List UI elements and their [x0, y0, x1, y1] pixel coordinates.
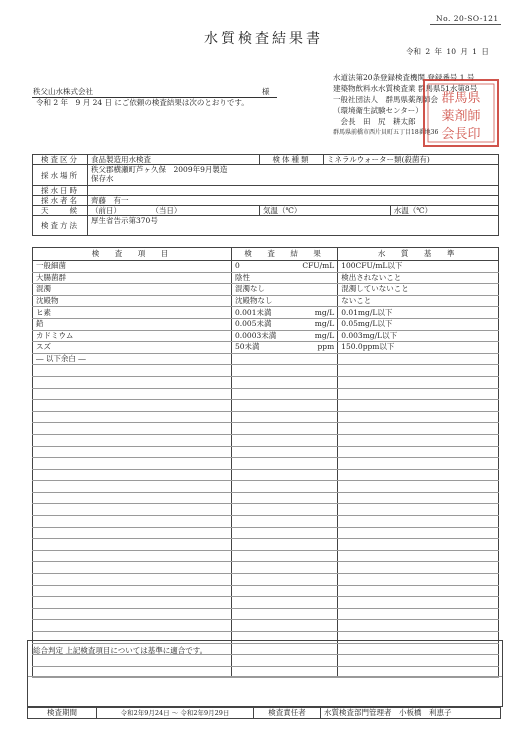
seal-text-1: 群馬県 — [441, 91, 481, 106]
result-unit: CFU/mL — [302, 261, 335, 271]
test-result — [232, 400, 338, 412]
test-standard — [338, 574, 499, 586]
manager-name: 水質検査部門管理者 小板橋 利恵子 — [321, 708, 501, 719]
test-standard: 検出されないこと — [338, 272, 499, 284]
intro-text: 令和 2 年 9 月 24 日 にご依頼の検査結果は次のとおりです。 — [36, 98, 249, 107]
test-item — [33, 608, 232, 620]
weather-today: （当日） — [151, 206, 182, 215]
table-row — [33, 469, 499, 481]
test-item — [33, 574, 232, 586]
test-item — [33, 585, 232, 597]
test-item: スズ — [33, 342, 232, 354]
test-result — [232, 411, 338, 423]
table-row — [33, 295, 499, 307]
table-row — [33, 411, 499, 423]
issuer-line-5: 会長 田 尻 耕太郎 — [333, 117, 416, 126]
test-item — [33, 446, 232, 458]
test-item — [33, 423, 232, 435]
test-standard — [338, 423, 499, 435]
datetime-value — [88, 186, 499, 196]
test-item — [33, 388, 232, 400]
result-unit: mg/L — [314, 319, 335, 329]
test-standard: 混濁していないこと — [338, 284, 499, 296]
table-row — [33, 330, 499, 342]
test-standard — [338, 562, 499, 574]
method-value: 厚生省告示第370号 — [88, 216, 499, 236]
table-row — [33, 550, 499, 562]
footer-table — [27, 707, 501, 719]
document-title: 水質検査結果書 — [204, 31, 323, 47]
test-item — [33, 539, 232, 551]
issuer-line-2: 建築物飲料水水質検査業 群馬県51水第8号 — [333, 84, 478, 93]
test-result — [232, 574, 338, 586]
test-standard: 100CFU/mL以下 — [338, 261, 499, 273]
test-standard — [338, 434, 499, 446]
table-row — [33, 423, 499, 435]
table-row — [33, 365, 499, 377]
weather-label: 天 候 — [33, 206, 88, 216]
test-standard — [338, 376, 499, 388]
category-value: 食品製造用水検査 — [88, 155, 260, 165]
test-result — [232, 434, 338, 446]
test-result — [232, 481, 338, 493]
test-result — [232, 562, 338, 574]
test-result — [232, 342, 338, 354]
result-value: 50未満 — [235, 342, 260, 352]
test-item — [33, 516, 232, 528]
table-row — [33, 353, 499, 365]
table-row — [33, 434, 499, 446]
table-row — [33, 307, 499, 319]
method-label: 検査方法 — [33, 216, 88, 236]
test-standard: 0.01mg/L以下 — [338, 307, 499, 319]
test-standard — [338, 620, 499, 632]
test-result — [232, 492, 338, 504]
test-result — [232, 295, 338, 307]
test-result — [232, 458, 338, 470]
test-result — [232, 365, 338, 377]
result-value: 0.001未満 — [235, 307, 272, 317]
test-result — [232, 388, 338, 400]
test-standard — [338, 365, 499, 377]
test-standard — [338, 597, 499, 609]
table-row — [33, 608, 499, 620]
table-row — [33, 620, 499, 632]
table-row — [33, 539, 499, 551]
water-temp: 水温（℃） — [390, 206, 498, 216]
document-number: No. 20-SO-121 — [430, 14, 501, 25]
test-result — [232, 516, 338, 528]
category-label: 検査区分 — [33, 155, 88, 165]
result-value: 沈殿物なし — [235, 296, 273, 306]
table-row — [33, 504, 499, 516]
test-item: 鉛 — [33, 318, 232, 330]
specimen-type-value: ミネラルウォーター類(殺菌有) — [324, 155, 499, 165]
test-standard — [338, 481, 499, 493]
test-standard — [338, 458, 499, 470]
test-item — [33, 376, 232, 388]
test-item — [33, 434, 232, 446]
test-standard: ないこと — [338, 295, 499, 307]
table-row — [33, 388, 499, 400]
test-standard: 0.003mg/L以下 — [338, 330, 499, 342]
result-value: 0.0003未満 — [235, 330, 277, 340]
test-standard — [338, 353, 499, 365]
test-result — [232, 423, 338, 435]
table-row — [33, 272, 499, 284]
test-standard — [338, 504, 499, 516]
test-standard — [338, 550, 499, 562]
datetime-label: 採水日時 — [33, 186, 88, 196]
table-row — [33, 597, 499, 609]
table-row — [33, 585, 499, 597]
test-result — [232, 446, 338, 458]
test-item: ヒ素 — [33, 307, 232, 319]
summary-row — [28, 641, 502, 677]
result-value: 0.005未満 — [235, 319, 272, 329]
test-standard — [338, 539, 499, 551]
table-row — [33, 342, 499, 354]
issuer-address: 群馬県前橋市西片貝町五丁目18番地36 — [333, 129, 439, 136]
test-standard — [338, 608, 499, 620]
header-result: 検 査 結 果 — [232, 248, 338, 261]
test-result — [232, 353, 338, 365]
test-result — [232, 539, 338, 551]
responsible-label: 検査責任者 — [254, 708, 321, 719]
test-result — [232, 620, 338, 632]
test-item: カドミウム — [33, 330, 232, 342]
table-row — [33, 481, 499, 493]
sampler-label: 採水者名 — [33, 196, 88, 206]
test-item — [33, 562, 232, 574]
place-label: 採水場所 — [33, 165, 88, 186]
test-result — [232, 597, 338, 609]
table-row — [33, 562, 499, 574]
place-cell — [88, 165, 499, 186]
test-item — [33, 469, 232, 481]
test-result — [232, 550, 338, 562]
result-unit: mg/L — [314, 330, 335, 340]
test-standard — [338, 446, 499, 458]
table-row — [33, 446, 499, 458]
results-table — [32, 247, 499, 678]
test-standard — [338, 492, 499, 504]
air-temp: 気温（℃） — [260, 206, 391, 216]
summary-box — [27, 640, 503, 707]
header-item: 検 査 項 目 — [33, 248, 232, 261]
table-row — [33, 492, 499, 504]
test-result — [232, 469, 338, 481]
test-standard — [338, 585, 499, 597]
table-row — [33, 318, 499, 330]
result-unit: mg/L — [314, 307, 335, 317]
period-value: 令和2年9月24日 ～ 令和2年9月29日 — [97, 708, 254, 719]
table-row — [33, 458, 499, 470]
test-item — [33, 458, 232, 470]
test-item — [33, 411, 232, 423]
test-item: 大腸菌群 — [33, 272, 232, 284]
table-row — [33, 527, 499, 539]
test-item — [33, 597, 232, 609]
test-standard — [338, 400, 499, 412]
test-standard — [338, 516, 499, 528]
header-standard: 水 質 基 準 — [338, 248, 499, 261]
client-name: 秩父山水株式会社 — [33, 87, 93, 96]
period-label: 検査期間 — [28, 708, 97, 719]
test-item: 一般細菌 — [33, 261, 232, 273]
results-body — [33, 261, 499, 678]
test-result — [232, 527, 338, 539]
summary-text: 総合判定 上記検査項目については基準に適合です。 — [33, 646, 208, 655]
test-result — [232, 272, 338, 284]
test-item — [33, 527, 232, 539]
test-item — [33, 550, 232, 562]
test-item — [33, 504, 232, 516]
weather-cell — [88, 206, 260, 216]
issuer-line-4: （環境衛生試験センター） — [333, 106, 423, 115]
test-result — [232, 608, 338, 620]
official-seal-icon — [420, 78, 500, 148]
table-row — [33, 574, 499, 586]
sampler-value: 齊藤 有一 — [88, 196, 499, 206]
place-value-1: 秩父郡横瀬町芦ヶ久保 2009年9月製造 — [91, 165, 228, 174]
result-unit: ppm — [317, 342, 335, 352]
test-item — [33, 481, 232, 493]
test-standard — [338, 411, 499, 423]
table-row — [33, 284, 499, 296]
test-item — [33, 400, 232, 412]
client-honorific: 様 — [262, 87, 270, 96]
test-result — [232, 318, 338, 330]
result-value: 0 — [235, 261, 240, 271]
test-standard — [338, 469, 499, 481]
issue-date: 令和 2 年 10 月 1 日 — [406, 47, 489, 56]
seal-text-3: 会長印 — [441, 127, 481, 142]
result-value: 陰性 — [235, 272, 250, 282]
issuer-line-3: 一般社団法人 群馬県薬剤師会 — [333, 95, 438, 104]
test-result — [232, 330, 338, 342]
table-row — [33, 261, 499, 273]
test-item — [33, 620, 232, 632]
test-result — [232, 284, 338, 296]
test-item: 沈殿物 — [33, 295, 232, 307]
specimen-type-label: 検体種類 — [260, 155, 324, 165]
test-result — [232, 261, 338, 273]
test-result — [232, 585, 338, 597]
test-item — [33, 365, 232, 377]
table-row — [33, 400, 499, 412]
test-item: ― 以下余白 ― — [33, 353, 232, 365]
test-standard — [338, 527, 499, 539]
test-item — [33, 492, 232, 504]
place-value-2: 保存水 — [91, 174, 114, 183]
test-result — [232, 504, 338, 516]
test-standard — [338, 388, 499, 400]
result-value: 混濁なし — [235, 284, 265, 294]
weather-prev: （前日） — [91, 206, 121, 215]
test-item: 混濁 — [33, 284, 232, 296]
test-result — [232, 376, 338, 388]
table-row — [33, 516, 499, 528]
test-standard: 150.0ppm以下 — [338, 342, 499, 354]
sample-info-table — [32, 154, 499, 236]
table-row — [33, 376, 499, 388]
issuer-line-1: 水道法第20条登録検査機関 登録番号 1 号 — [333, 73, 475, 82]
test-standard: 0.05mg/L以下 — [338, 318, 499, 330]
seal-text-2: 薬剤師 — [441, 109, 481, 124]
test-result — [232, 307, 338, 319]
